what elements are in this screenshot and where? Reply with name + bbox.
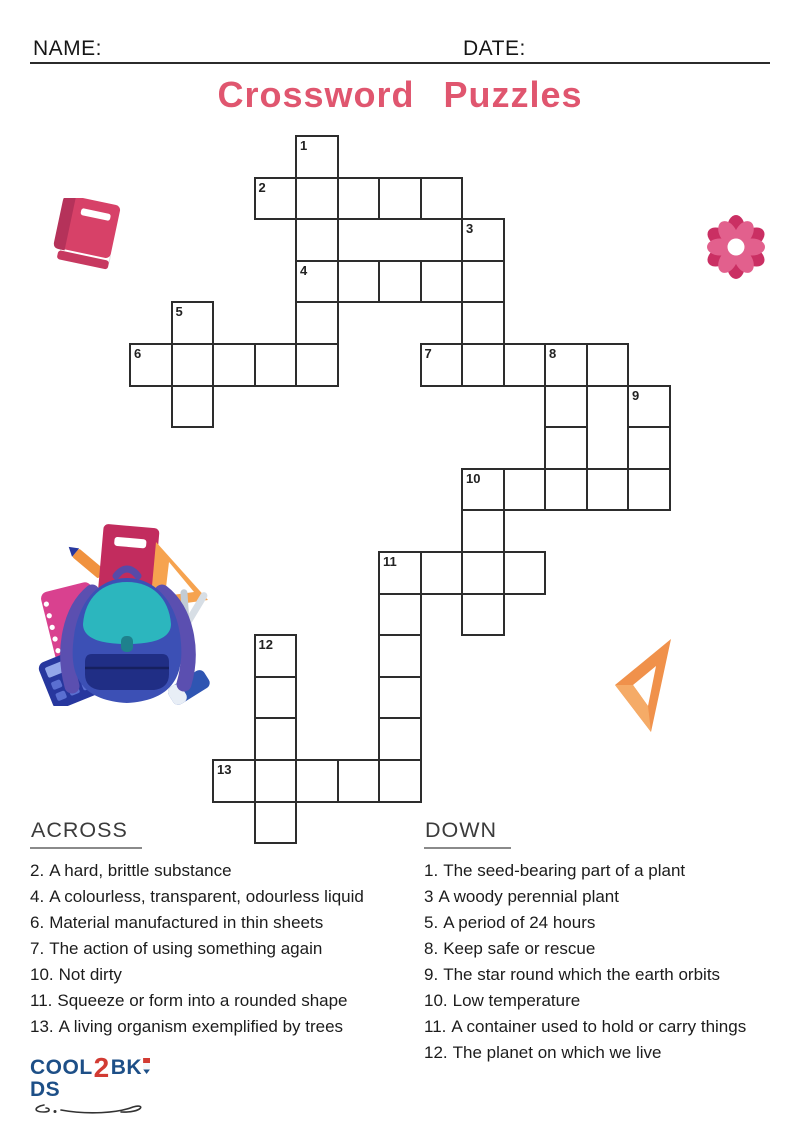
clue-number: 4. xyxy=(30,887,45,906)
logo-ds: DS xyxy=(30,1078,61,1101)
clue-item xyxy=(30,936,364,962)
date-label: DATE: xyxy=(463,37,526,60)
grid-cell[interactable] xyxy=(503,343,547,387)
clue-item xyxy=(424,936,746,962)
grid-cell-number: 1 xyxy=(300,138,308,153)
grid-cell[interactable] xyxy=(171,343,215,387)
grid-cell-number: 13 xyxy=(217,762,232,777)
grid-cell-number: 4 xyxy=(300,262,308,278)
grid-cell[interactable] xyxy=(627,468,671,512)
clue-item xyxy=(30,988,364,1014)
logo-cool: COOL xyxy=(30,1056,93,1079)
grid-cell[interactable] xyxy=(461,509,505,553)
grid-cell[interactable] xyxy=(461,218,505,262)
clue-text: A period of 24 hours xyxy=(443,913,596,932)
clue-item xyxy=(30,962,364,988)
logo-two: 2 xyxy=(93,1052,110,1083)
clue-number: 10. xyxy=(424,991,448,1010)
clue-item xyxy=(424,858,746,884)
grid-cell[interactable] xyxy=(544,426,588,470)
grid-cell[interactable] xyxy=(461,551,505,595)
grid-cell-number: 9 xyxy=(632,387,640,403)
clue-item xyxy=(424,910,746,936)
clue-text: The action of using something again xyxy=(49,939,323,958)
clue-text: A hard, brittle substance xyxy=(49,861,232,880)
grid-cell[interactable] xyxy=(503,468,547,512)
grid-cell-number: 8 xyxy=(549,346,557,361)
grid-cell[interactable] xyxy=(254,343,298,387)
grid-cell[interactable] xyxy=(295,177,339,221)
grid-cell-number: 7 xyxy=(424,346,432,361)
name-label: NAME: xyxy=(33,37,103,60)
logo-squiggle-icon xyxy=(32,1100,148,1116)
across-section xyxy=(30,818,364,1040)
clue-number: 2. xyxy=(30,861,45,880)
logo-bk: BK xyxy=(110,1056,143,1079)
grid-cell[interactable] xyxy=(420,343,464,387)
grid-cell[interactable] xyxy=(378,676,422,720)
grid-cell-number: 6 xyxy=(134,346,142,361)
clue-item xyxy=(30,910,364,936)
grid-cell[interactable] xyxy=(254,634,298,678)
grid-cell-number: 11 xyxy=(383,554,397,569)
grid-cell-number: 10 xyxy=(466,470,481,486)
grid-cell[interactable] xyxy=(378,759,422,803)
grid-cell[interactable] xyxy=(544,385,588,429)
clue-text: Material manufactured in thin sheets xyxy=(49,913,324,932)
clue-number: 3 xyxy=(424,887,434,906)
pencil-i-icon xyxy=(143,1058,150,1074)
clue-text: The star round which the earth orbits xyxy=(443,965,721,984)
grid-cell[interactable] xyxy=(295,135,339,179)
grid-cell[interactable] xyxy=(295,759,339,803)
grid-cell[interactable] xyxy=(461,260,505,304)
grid-cell[interactable] xyxy=(378,634,422,678)
cool2bkids-logo xyxy=(30,1052,160,1116)
clue-item xyxy=(30,1014,364,1040)
clue-number: 6. xyxy=(30,913,45,932)
grid-cell[interactable] xyxy=(295,301,339,345)
grid-cell[interactable] xyxy=(378,260,422,304)
clue-item xyxy=(424,988,746,1014)
grid-cell[interactable] xyxy=(295,218,339,262)
grid-cell[interactable] xyxy=(212,759,256,803)
grid-cell[interactable] xyxy=(420,260,464,304)
grid-cell[interactable] xyxy=(586,468,630,512)
clue-item xyxy=(424,884,746,910)
grid-cell[interactable] xyxy=(295,260,339,304)
grid-cell-number: 3 xyxy=(466,221,474,237)
clue-number: 7. xyxy=(30,939,45,958)
grid-cell[interactable] xyxy=(212,343,256,387)
grid-cell[interactable] xyxy=(420,551,464,595)
grid-cell[interactable] xyxy=(254,177,298,221)
grid-cell[interactable] xyxy=(171,301,215,345)
grid-cell[interactable] xyxy=(544,343,588,387)
clue-text: Keep safe or rescue xyxy=(443,939,596,958)
clue-text: A living organism exemplified by trees xyxy=(58,1017,344,1036)
clue-number: 1. xyxy=(424,861,439,880)
clue-number: 11. xyxy=(30,991,53,1010)
grid-cell[interactable] xyxy=(378,177,422,221)
clue-item xyxy=(30,884,364,910)
grid-cell[interactable] xyxy=(337,759,381,803)
down-clue-list xyxy=(424,858,746,1066)
grid-cell[interactable] xyxy=(461,468,505,512)
clue-text: A colourless, transparent, odourless liquid xyxy=(49,887,364,906)
clue-text: A container used to hold or carry things xyxy=(451,1017,747,1036)
clue-number: 8. xyxy=(424,939,439,958)
grid-cell[interactable] xyxy=(420,177,464,221)
clue-text: The planet on which we live xyxy=(452,1043,662,1062)
clue-number: 12. xyxy=(424,1043,448,1062)
grid-cell[interactable] xyxy=(254,759,298,803)
clue-item xyxy=(30,858,364,884)
clue-text: Squeeze or form into a rounded shape xyxy=(57,991,348,1010)
grid-cell-number: 12 xyxy=(258,637,273,653)
across-clue-list xyxy=(30,858,364,1040)
grid-cell-number: 5 xyxy=(175,304,183,320)
clue-text: Not dirty xyxy=(58,965,122,984)
clue-number: 10. xyxy=(30,965,54,984)
clue-number: 9. xyxy=(424,965,439,984)
clue-number: 5. xyxy=(424,913,439,932)
grid-cell[interactable] xyxy=(337,177,381,221)
logo-text xyxy=(30,1052,160,1101)
grid-cell[interactable] xyxy=(627,426,671,470)
grid-cell[interactable] xyxy=(503,551,547,595)
grid-cell[interactable] xyxy=(461,301,505,345)
clue-item xyxy=(424,1040,746,1066)
grid-cell[interactable] xyxy=(586,343,630,387)
clue-number: 13. xyxy=(30,1017,54,1036)
grid-cell[interactable] xyxy=(378,717,422,761)
grid-cell[interactable] xyxy=(627,385,671,429)
clue-text: The seed-bearing part of a plant xyxy=(443,861,686,880)
grid-cell[interactable] xyxy=(254,676,298,720)
grid-cell[interactable] xyxy=(461,343,505,387)
grid-cell[interactable] xyxy=(337,260,381,304)
grid-cell[interactable] xyxy=(295,343,339,387)
grid-cell[interactable] xyxy=(461,593,505,637)
grid-cell[interactable] xyxy=(378,593,422,637)
clue-item xyxy=(424,962,746,988)
down-heading: DOWN xyxy=(424,818,511,849)
down-section xyxy=(424,818,746,1066)
clue-text: A woody perennial plant xyxy=(438,887,619,906)
clue-text: Low temperature xyxy=(452,991,581,1010)
grid-cell[interactable] xyxy=(129,343,173,387)
clue-number: 11. xyxy=(424,1017,447,1036)
grid-cell[interactable] xyxy=(254,717,298,761)
page-title: Crossword Puzzles xyxy=(217,74,583,115)
clue-item xyxy=(424,1014,746,1040)
grid-cell[interactable] xyxy=(378,551,422,595)
grid-cell[interactable] xyxy=(171,385,215,429)
across-heading: ACROSS xyxy=(30,818,142,849)
grid-cell[interactable] xyxy=(544,468,588,512)
grid-cell-number: 2 xyxy=(258,179,266,195)
